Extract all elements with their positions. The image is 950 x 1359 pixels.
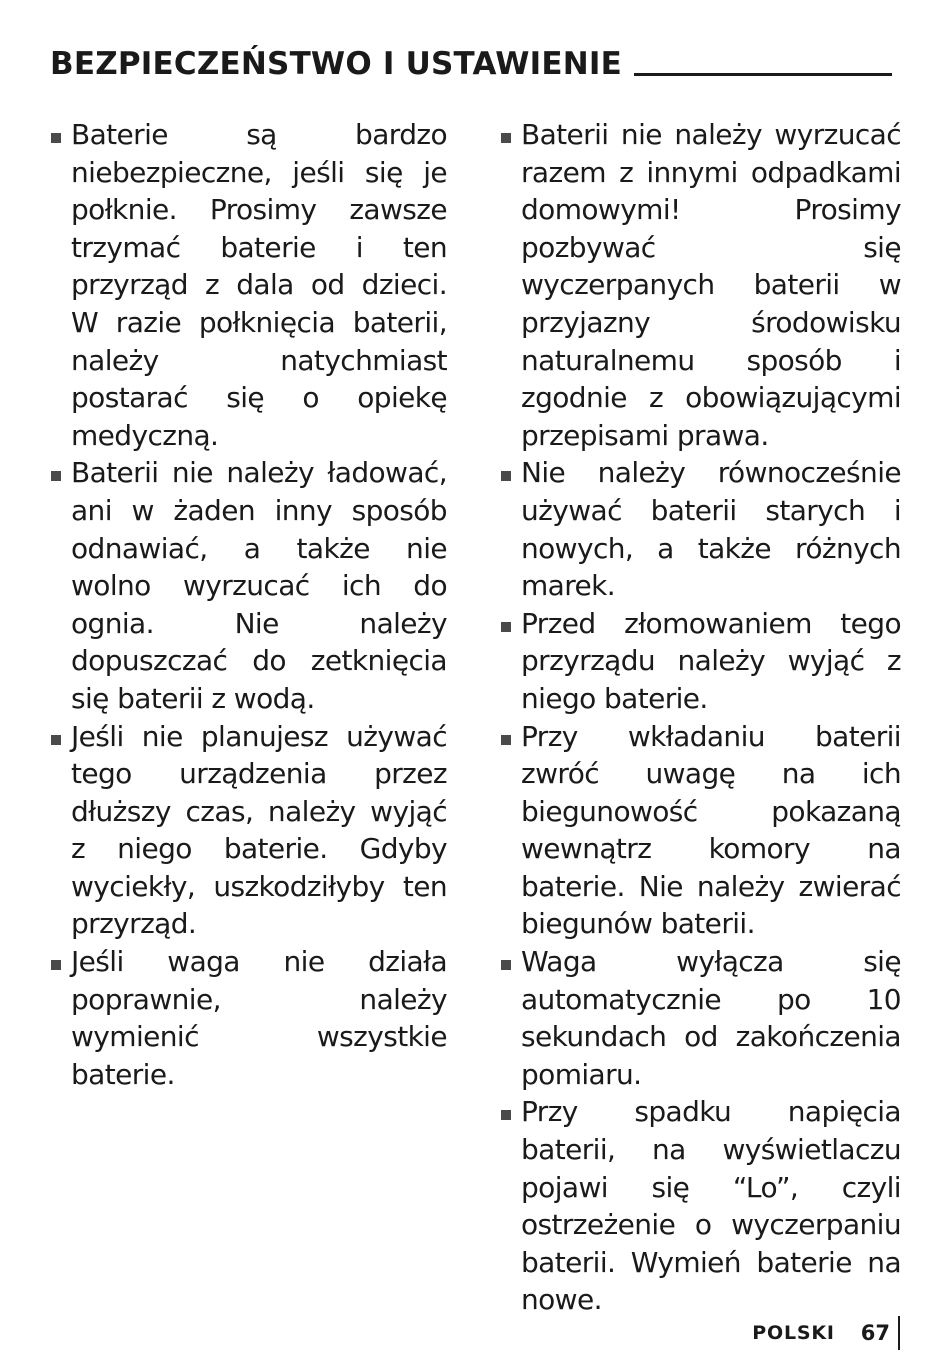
list-item-text: Przy wkładaniu baterii zwróć uwagę na ich biegunowość pokazaną wewnątrz komory na baterie. Nie należy zwierać biegunów baterii. [521, 719, 901, 941]
list-item [47, 454, 447, 717]
section-title: BEZPIECZEŃSTWO I USTAWIENIE [50, 46, 622, 82]
square-bullet-icon [51, 133, 61, 143]
list-item-text: Jeśli waga nie działa poprawnie, należy wymienić wszystkie baterie. [71, 945, 447, 1091]
page-footer [752, 1316, 900, 1350]
list-item-text: Baterii nie należy ładować, ani w żaden inny sposób odnawiać, a także nie wolno wyrzucać ich do ognia. Nie należy dopuszczać do zetknięcia się baterii z wodą. [71, 456, 447, 715]
list-item-text: Przy spadku napięcia baterii, na wyświetlaczu pojawi się “Lo”, czyli ostrzeżenie o wyczerpaniu baterii. Wymień baterie na nowe. [521, 1095, 901, 1317]
square-bullet-icon [51, 735, 61, 745]
square-bullet-icon [51, 471, 61, 481]
list-item [497, 1093, 901, 1319]
list-item-text: Nie należy równocześnie używać baterii starych i nowych, a także różnych marek. [521, 456, 901, 603]
square-bullet-icon [501, 735, 511, 745]
square-bullet-icon [501, 471, 511, 481]
list-item-text: Baterie są bardzo niebezpieczne, jeśli się je połknie. Prosimy zawsze trzymać baterie i ten przyrząd z dala od dzieci. W razie połknięcia baterii, należy natychmiast postarać się o opiekę medyczną. [71, 118, 447, 452]
left-column [47, 116, 447, 1093]
header-rule [634, 73, 892, 76]
list-item [497, 605, 901, 718]
list-item-text: Baterii nie należy wyrzucać razem z innymi odpadkami domowymi! Prosimy pozbywać się wyczerpanych baterii w przyjazny środowisku naturalnemu sposób i zgodnie z obowiązującymi przepisami prawa. [521, 118, 901, 452]
list-item-text: Przed złomowaniem tego przyrządu należy wyjąć z niego baterie. [521, 606, 901, 715]
square-bullet-icon [501, 960, 511, 970]
square-bullet-icon [501, 1110, 511, 1120]
page-header [50, 30, 892, 80]
page-number: 67 [861, 1316, 900, 1350]
right-column [497, 116, 901, 1319]
list-item-text: Waga wyłącza się automatycznie po 10 sekundach od zakończenia pomiaru. [521, 945, 901, 1091]
square-bullet-icon [51, 960, 61, 970]
square-bullet-icon [501, 622, 511, 632]
list-item [497, 454, 901, 604]
list-item [497, 116, 901, 454]
footer-language: POLSKI [752, 1322, 835, 1344]
list-item [47, 718, 447, 944]
list-item [497, 718, 901, 944]
list-item [47, 943, 447, 1093]
list-item [497, 943, 901, 1093]
square-bullet-icon [501, 133, 511, 143]
list-item-text: Jeśli nie planujesz używać tego urządzenia przez dłuższy czas, należy wyjąć z niego baterie. Gdyby wyciekły, uszkodziłyby ten przyrząd. [71, 719, 447, 941]
list-item [47, 116, 447, 454]
